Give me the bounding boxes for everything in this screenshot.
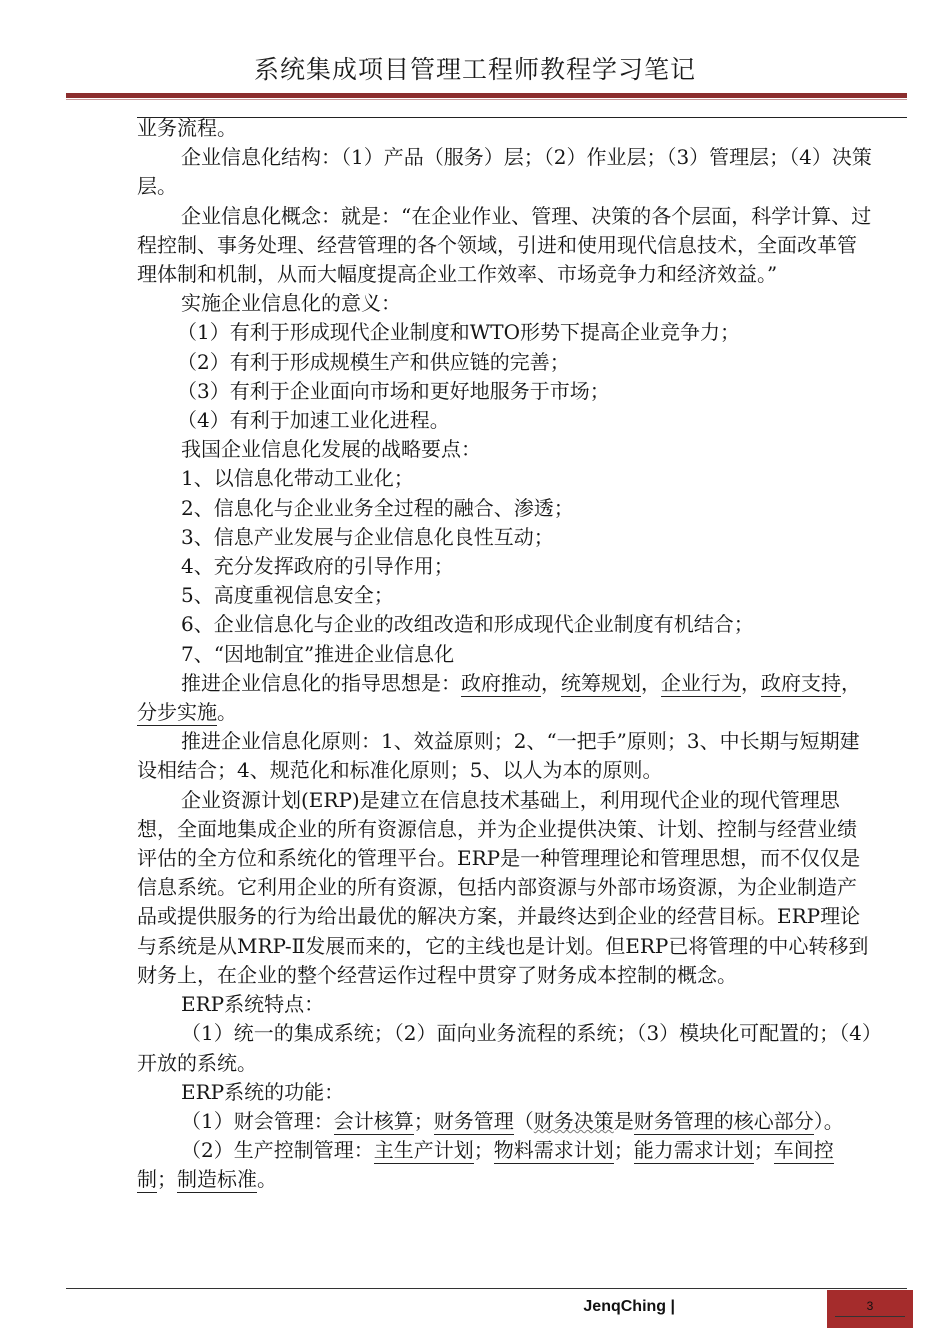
underlined-term: 财务管理的核心部分: [633, 1108, 814, 1133]
page-number-box: [827, 1290, 913, 1328]
list-item: （3）有利于企业面向市场和更好地服务于市场；: [177, 378, 610, 403]
list-item: 1、以信息化带动工业化；: [181, 466, 414, 491]
paragraph-erp-functions-title: ERP系统的功能：: [181, 1079, 345, 1104]
paragraph-erp-definition: 企业资源计划(ERP)是建立在信息技术基础上，利用现代企业的现代管理思想，全面地集成企业的所有资源信息，并为企业提供决策、计划、控制与经营业绩评估的全方位和系统化的管理平台。ERP是一种管理理论和管理思想，而不仅仅是信息系统。它利用企业的所有资源，包括内部资源与外部市场资源，为企业制造产品或提供服务的行为给出最优的解决方案，并最终达到企业的经营目标。ERP理论与系统是从MRP-Ⅱ发展而来的，它的主线也是计划。但ERP已将管理的中心转移到财务上，在企业的整个经营运作过程中贯穿了财务成本控制的概念。: [137, 787, 869, 987]
page-number-underline: [835, 1316, 905, 1317]
underlined-term: 企业行为: [661, 670, 741, 695]
list-item: 6、企业信息化与企业的改组改造和形成现代企业制度有机结合；: [181, 612, 754, 637]
paragraph-erp-features-title: ERP系统特点：: [181, 992, 325, 1017]
underlined-term: 政府支持: [761, 670, 841, 695]
list-item: 7、“因地制宜”推进企业信息化: [181, 641, 455, 666]
list-item: 4、充分发挥政府的引导作用；: [181, 554, 454, 579]
footer-rule: [66, 1288, 907, 1289]
paragraph: 业务流程。: [137, 116, 237, 140]
paragraph-principles: 推进企业信息化原则：1、效益原则；2、“一把手”原则；3、中长期与短期建设相结合；4、规范化和标准化原则；5、以人为本的原则。: [137, 729, 860, 783]
underlined-term: 制造标准: [177, 1167, 257, 1192]
underlined-term: 车间控制: [137, 1138, 834, 1192]
paragraph-structure: 企业信息化结构：（1）产品（服务）层；（2）作业层；（3）管理层；（4）决策层。: [137, 145, 872, 199]
list-item: 3、信息产业发展与企业信息化良性互动；: [181, 524, 554, 549]
underlined-term: 主生产计划: [373, 1138, 474, 1163]
paragraph-concept: 企业信息化概念：就是：“在企业作业、管理、决策的各个层面，科学计算、过程控制、事务处理、经营管理的各个领域，引进和使用现代信息技术，全面改革管理体制和机制，从而大幅度提高企业工作效率、市场竞争力和经济效益。”: [137, 203, 872, 287]
underlined-term: 财务管理: [433, 1108, 514, 1133]
paragraph-erp-function-production: （2）生产控制管理：主生产计划；物料需求计划；能力需求计划；车间控制；制造标准。: [137, 1138, 834, 1192]
list-item: （4）有利于加速工业化进程。: [177, 408, 450, 433]
header-rule-thin: [66, 99, 907, 100]
underlined-term: 政府推动: [461, 670, 541, 695]
list-item: （1）有利于形成现代企业制度和WTO形势下提高企业竞争力；: [177, 320, 741, 345]
paragraph-strategy-title: 我国企业信息化发展的战略要点：: [181, 437, 481, 462]
page-number: 3: [866, 1299, 874, 1313]
list-item: 5、高度重视信息安全；: [181, 583, 394, 608]
underlined-term: 物料需求计划: [493, 1138, 614, 1163]
underlined-term: 统筹规划: [561, 670, 641, 695]
underlined-term: 分步实施: [137, 700, 217, 725]
document-body: [137, 114, 872, 1195]
paragraph-erp-function-finance: （1）财会管理：会计核算；财务管理（财务决策是财务管理的核心部分）。: [181, 1108, 844, 1133]
paragraph-guiding-ideas: 推进企业信息化的指导思想是：政府推动，统筹规划，企业行为，政府支持，分步实施。: [137, 670, 861, 725]
footer-author: JenqChing |: [583, 1298, 675, 1315]
underlined-term: 能力需求计划: [633, 1138, 754, 1163]
paragraph-meaning-title: 实施企业信息化的意义：: [181, 291, 401, 316]
paragraph-erp-features: （1）统一的集成系统；（2）面向业务流程的系统；（3）模块化可配置的；（4）开放的系统。: [137, 1021, 872, 1075]
list-item: 2、信息化与企业业务全过程的融合、渗透；: [181, 495, 574, 520]
header-rule-red: [66, 93, 907, 98]
list-item: （2）有利于形成规模生产和供应链的完善；: [177, 349, 570, 374]
page-header-title: 系统集成项目管理工程师教程学习笔记: [253, 55, 696, 84]
underlined-term: 会计核算: [333, 1108, 414, 1133]
wavy-underlined-term: 财务决策: [533, 1108, 614, 1133]
